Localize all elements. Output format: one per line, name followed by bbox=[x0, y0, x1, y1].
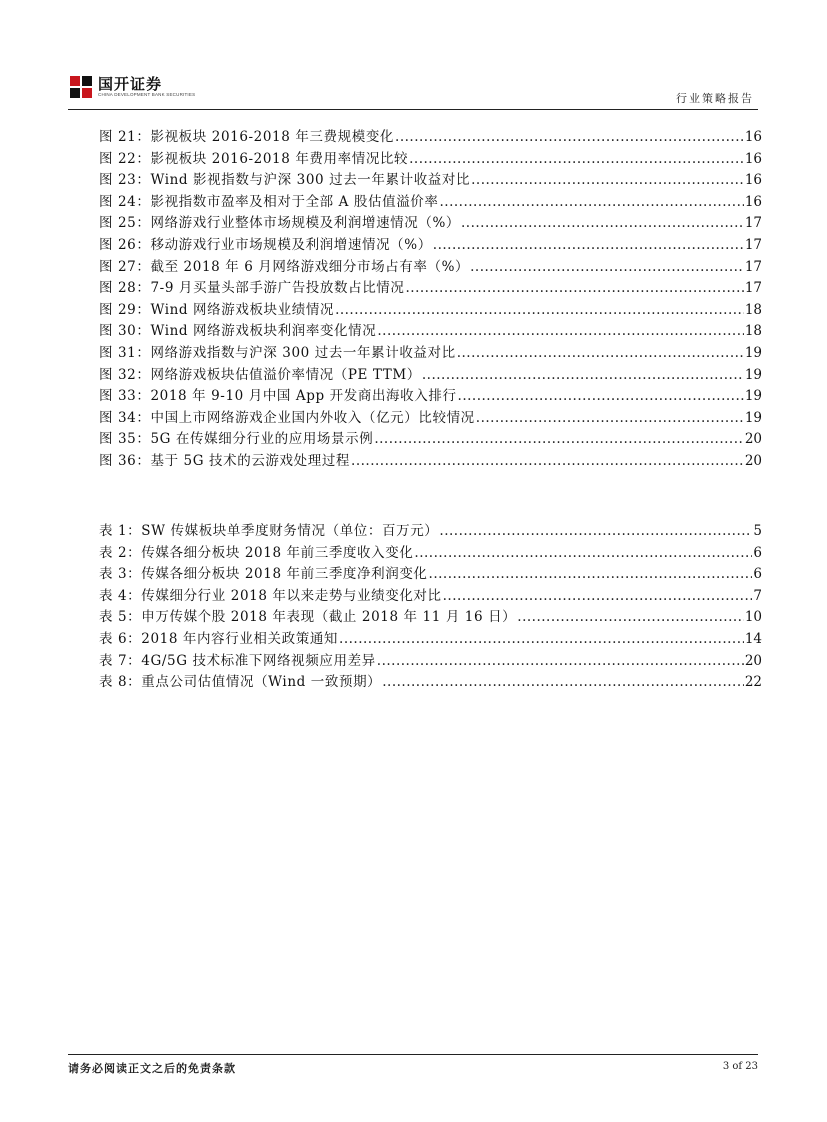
toc-entry-page: 17 bbox=[744, 258, 762, 275]
figure-toc-entry[interactable] bbox=[99, 276, 762, 298]
toc-dot-leader bbox=[433, 237, 744, 253]
table-toc-entry[interactable] bbox=[99, 627, 762, 649]
toc-dot-leader bbox=[443, 588, 753, 604]
toc-entry-page: 5 bbox=[753, 523, 762, 539]
table-index bbox=[99, 519, 762, 692]
figure-toc-entry[interactable] bbox=[99, 319, 762, 341]
logo-name: 国开证券 bbox=[98, 75, 163, 93]
toc-dot-leader bbox=[335, 302, 744, 318]
toc-entry-label: 图 31：网络游戏指数与沪深 300 过去一年累计收益对比 bbox=[99, 344, 456, 361]
toc-entry-label: 图 33：2018 年 9-10 月中国 App 开发商出海收入排行 bbox=[99, 388, 457, 405]
toc-entry-label: 表 5：申万传媒个股 2018 年表现（截止 2018 年 11 月 16 日） bbox=[99, 609, 517, 626]
toc-entry-label: 表 3：传媒各细分板块 2018 年前三季度净利润变化 bbox=[99, 566, 428, 583]
company-logo bbox=[70, 76, 195, 98]
table-toc-entry[interactable] bbox=[99, 605, 762, 627]
toc-dot-leader bbox=[458, 388, 744, 404]
toc-entry-page: 17 bbox=[744, 236, 762, 253]
figure-toc-entry[interactable] bbox=[99, 298, 762, 320]
figure-toc-entry[interactable] bbox=[99, 125, 762, 147]
toc-entry-label: 图 29：Wind 网络游戏板块业绩情况 bbox=[99, 301, 335, 318]
toc-entry-page: 18 bbox=[744, 323, 762, 340]
toc-dot-leader bbox=[440, 194, 744, 210]
toc-entry-label: 图 34：中国上市网络游戏企业国内外收入（亿元）比较情况 bbox=[99, 409, 475, 426]
toc-dot-leader bbox=[414, 545, 752, 561]
footer-disclaimer: 请务必阅读正文之后的免责条款 bbox=[68, 1062, 236, 1075]
toc-entry-label: 表 2：传媒各细分板块 2018 年前三季度收入变化 bbox=[99, 544, 414, 561]
toc-entry-page: 10 bbox=[744, 609, 762, 626]
figure-toc-entry[interactable] bbox=[99, 406, 762, 428]
toc-entry-page: 19 bbox=[744, 388, 762, 405]
toc-entry-label: 表 6：2018 年内容行业相关政策通知 bbox=[99, 630, 339, 647]
toc-dot-leader bbox=[395, 129, 744, 145]
figure-toc-entry[interactable] bbox=[99, 449, 762, 471]
toc-entry-label: 图 27：截至 2018 年 6 月网络游戏细分市场占有率（%） bbox=[99, 258, 470, 275]
toc-dot-leader bbox=[409, 151, 744, 167]
toc-dot-leader bbox=[471, 172, 744, 188]
toc-dot-leader bbox=[461, 215, 744, 231]
toc-entry-page: 14 bbox=[744, 630, 762, 647]
toc-dot-leader bbox=[406, 280, 744, 296]
toc-entry-label: 图 36：基于 5G 技术的云游戏处理过程 bbox=[99, 452, 351, 469]
toc-entry-page: 19 bbox=[744, 366, 762, 383]
figure-toc-entry[interactable] bbox=[99, 255, 762, 277]
toc-dot-leader bbox=[374, 431, 743, 447]
table-toc-entry[interactable] bbox=[99, 519, 762, 541]
toc-dot-leader bbox=[439, 523, 752, 539]
page-number: 3 of 23 bbox=[722, 1061, 758, 1072]
figure-toc-entry[interactable] bbox=[99, 147, 762, 169]
figure-toc-entry[interactable] bbox=[99, 233, 762, 255]
toc-dot-leader bbox=[457, 345, 744, 361]
toc-dot-leader bbox=[351, 453, 744, 469]
table-toc-entry[interactable] bbox=[99, 670, 762, 692]
toc-dot-leader bbox=[429, 566, 753, 582]
table-toc-entry[interactable] bbox=[99, 562, 762, 584]
logo-mark-icon bbox=[70, 76, 92, 98]
toc-entry-page: 16 bbox=[744, 172, 762, 189]
report-type: 行业策略报告 bbox=[676, 92, 754, 105]
table-toc-entry[interactable] bbox=[99, 649, 762, 671]
toc-entry-page: 16 bbox=[744, 150, 762, 167]
toc-entry-label: 图 24：影视指数市盈率及相对于全部 A 股估值溢价率 bbox=[99, 193, 439, 210]
toc-entry-page: 6 bbox=[753, 544, 762, 561]
toc-entry-page: 6 bbox=[753, 566, 762, 583]
figure-index bbox=[99, 125, 762, 471]
toc-entry-page: 17 bbox=[744, 215, 762, 232]
toc-entry-page: 19 bbox=[744, 409, 762, 426]
toc-entry-label: 图 21：影视板块 2016-2018 年三费规模变化 bbox=[99, 129, 395, 145]
toc-dot-leader bbox=[377, 323, 743, 339]
toc-entry-page: 18 bbox=[744, 301, 762, 318]
toc-dot-leader bbox=[476, 410, 744, 426]
toc-entry-page: 22 bbox=[744, 674, 762, 691]
figure-toc-entry[interactable] bbox=[99, 363, 762, 385]
toc-entry-page: 16 bbox=[744, 129, 762, 145]
toc-dot-leader bbox=[422, 367, 744, 383]
toc-entry-label: 图 35：5G 在传媒细分行业的应用场景示例 bbox=[99, 431, 374, 448]
figure-toc-entry[interactable] bbox=[99, 427, 762, 449]
figure-toc-entry[interactable] bbox=[99, 168, 762, 190]
table-toc-entry[interactable] bbox=[99, 541, 762, 563]
figure-toc-entry[interactable] bbox=[99, 341, 762, 363]
toc-entry-label: 表 4：传媒细分行业 2018 年以来走势与业绩变化对比 bbox=[99, 587, 442, 604]
logo-english-name: CHINA DEVELOPMENT BANK SECURITIES bbox=[98, 92, 196, 97]
footer-divider bbox=[68, 1054, 758, 1055]
toc-dot-leader bbox=[470, 259, 744, 275]
toc-entry-page: 16 bbox=[744, 193, 762, 210]
toc-entry-label: 图 22：影视板块 2016-2018 年费用率情况比较 bbox=[99, 150, 409, 167]
toc-entry-label: 表 1：SW 传媒板块单季度财务情况（单位：百万元） bbox=[99, 523, 439, 539]
toc-entry-label: 图 30：Wind 网络游戏板块利润率变化情况 bbox=[99, 323, 377, 340]
toc-entry-label: 图 32：网络游戏板块估值溢价率情况（PE TTM） bbox=[99, 366, 421, 383]
toc-entry-page: 20 bbox=[744, 652, 762, 669]
toc-dot-leader bbox=[339, 631, 744, 647]
header-divider bbox=[68, 109, 758, 110]
toc-entry-label: 图 26：移动游戏行业市场规模及利润增速情况（%） bbox=[99, 236, 432, 253]
toc-entry-label: 表 7：4G/5G 技术标准下网络视频应用差异 bbox=[99, 652, 376, 669]
toc-entry-page: 20 bbox=[744, 431, 762, 448]
figure-toc-entry[interactable] bbox=[99, 190, 762, 212]
toc-entry-label: 图 28：7-9 月买量头部手游广告投放数占比情况 bbox=[99, 280, 405, 297]
toc-entry-label: 图 25：网络游戏行业整体市场规模及利润增速情况（%） bbox=[99, 215, 460, 232]
toc-entry-label: 图 23：Wind 影视指数与沪深 300 过去一年累计收益对比 bbox=[99, 172, 471, 189]
toc-entry-page: 19 bbox=[744, 344, 762, 361]
toc-dot-leader bbox=[517, 609, 744, 625]
figure-toc-entry[interactable] bbox=[99, 211, 762, 233]
page-footer bbox=[68, 1054, 758, 1075]
page-header bbox=[68, 66, 758, 110]
toc-dot-leader bbox=[377, 653, 744, 669]
toc-entry-page: 17 bbox=[744, 280, 762, 297]
toc-entry-label: 表 8：重点公司估值情况（Wind 一致预期） bbox=[99, 674, 382, 691]
figure-toc-entry[interactable] bbox=[99, 384, 762, 406]
toc-entry-page: 7 bbox=[753, 587, 762, 604]
toc-dot-leader bbox=[382, 674, 744, 690]
toc-entry-page: 20 bbox=[744, 452, 762, 469]
table-toc-entry[interactable] bbox=[99, 584, 762, 606]
